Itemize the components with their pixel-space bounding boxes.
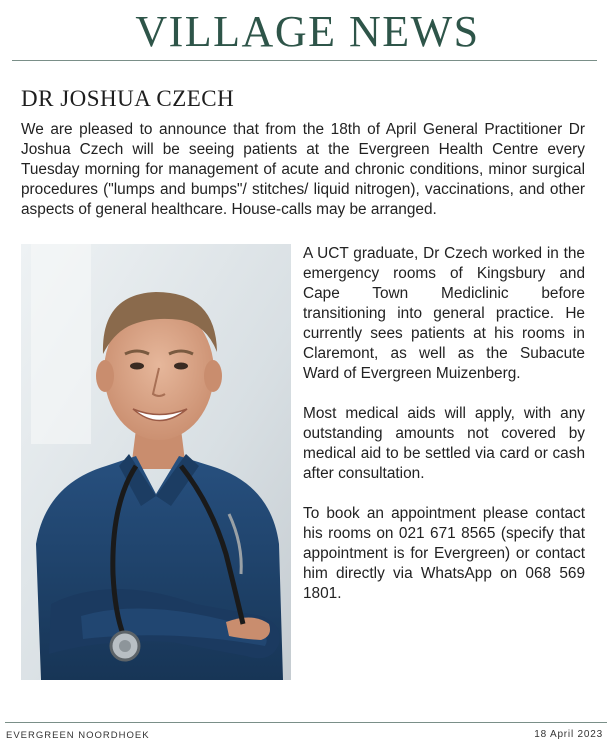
article-side-column [303,244,585,624]
article-lead-paragraph: We are pleased to announce that from the 18th of April General Practitioner Dr Joshua Czech will be seeing patients at the Evergreen Health Centre every Tuesday morning for management of acute and chronic conditions, minor surgical procedures ("lumps and bumps"/ stitches/ liquid nitrogen), vaccinations, and other aspects of general healthcare. House-calls may be arranged. [21,121,585,218]
paragraph-medical-aids: Most medical aids will apply, with any outstanding amounts not covered by medical aid to be settled via card or cash after consultation. [303,405,585,482]
paragraph-booking: To book an appointment please contact his rooms on 021 671 8565 (specify that appointment is for Evergreen) or contact him directly via WhatsApp on 068 569 1801. [303,505,585,602]
footer-divider [5,722,607,723]
masthead-divider [12,60,597,61]
masthead-title: VILLAGE NEWS [135,7,480,56]
paragraph-background: A UCT graduate, Dr Czech worked in the emergency rooms of Kingsbury and Cape Town Mediclinic before transitioning into general practice. He currently sees patients at his rooms in Claremont, as well as the Subacute Ward of Evergreen Muizenberg. [303,245,585,382]
footer-date: 18 April 2023 [534,729,603,740]
footer-publication: EVERGREEN NOORDHOEK [6,730,150,741]
doctor-portrait-photo [21,244,291,680]
article-headline: DR JOSHUA CZECH [21,86,235,111]
